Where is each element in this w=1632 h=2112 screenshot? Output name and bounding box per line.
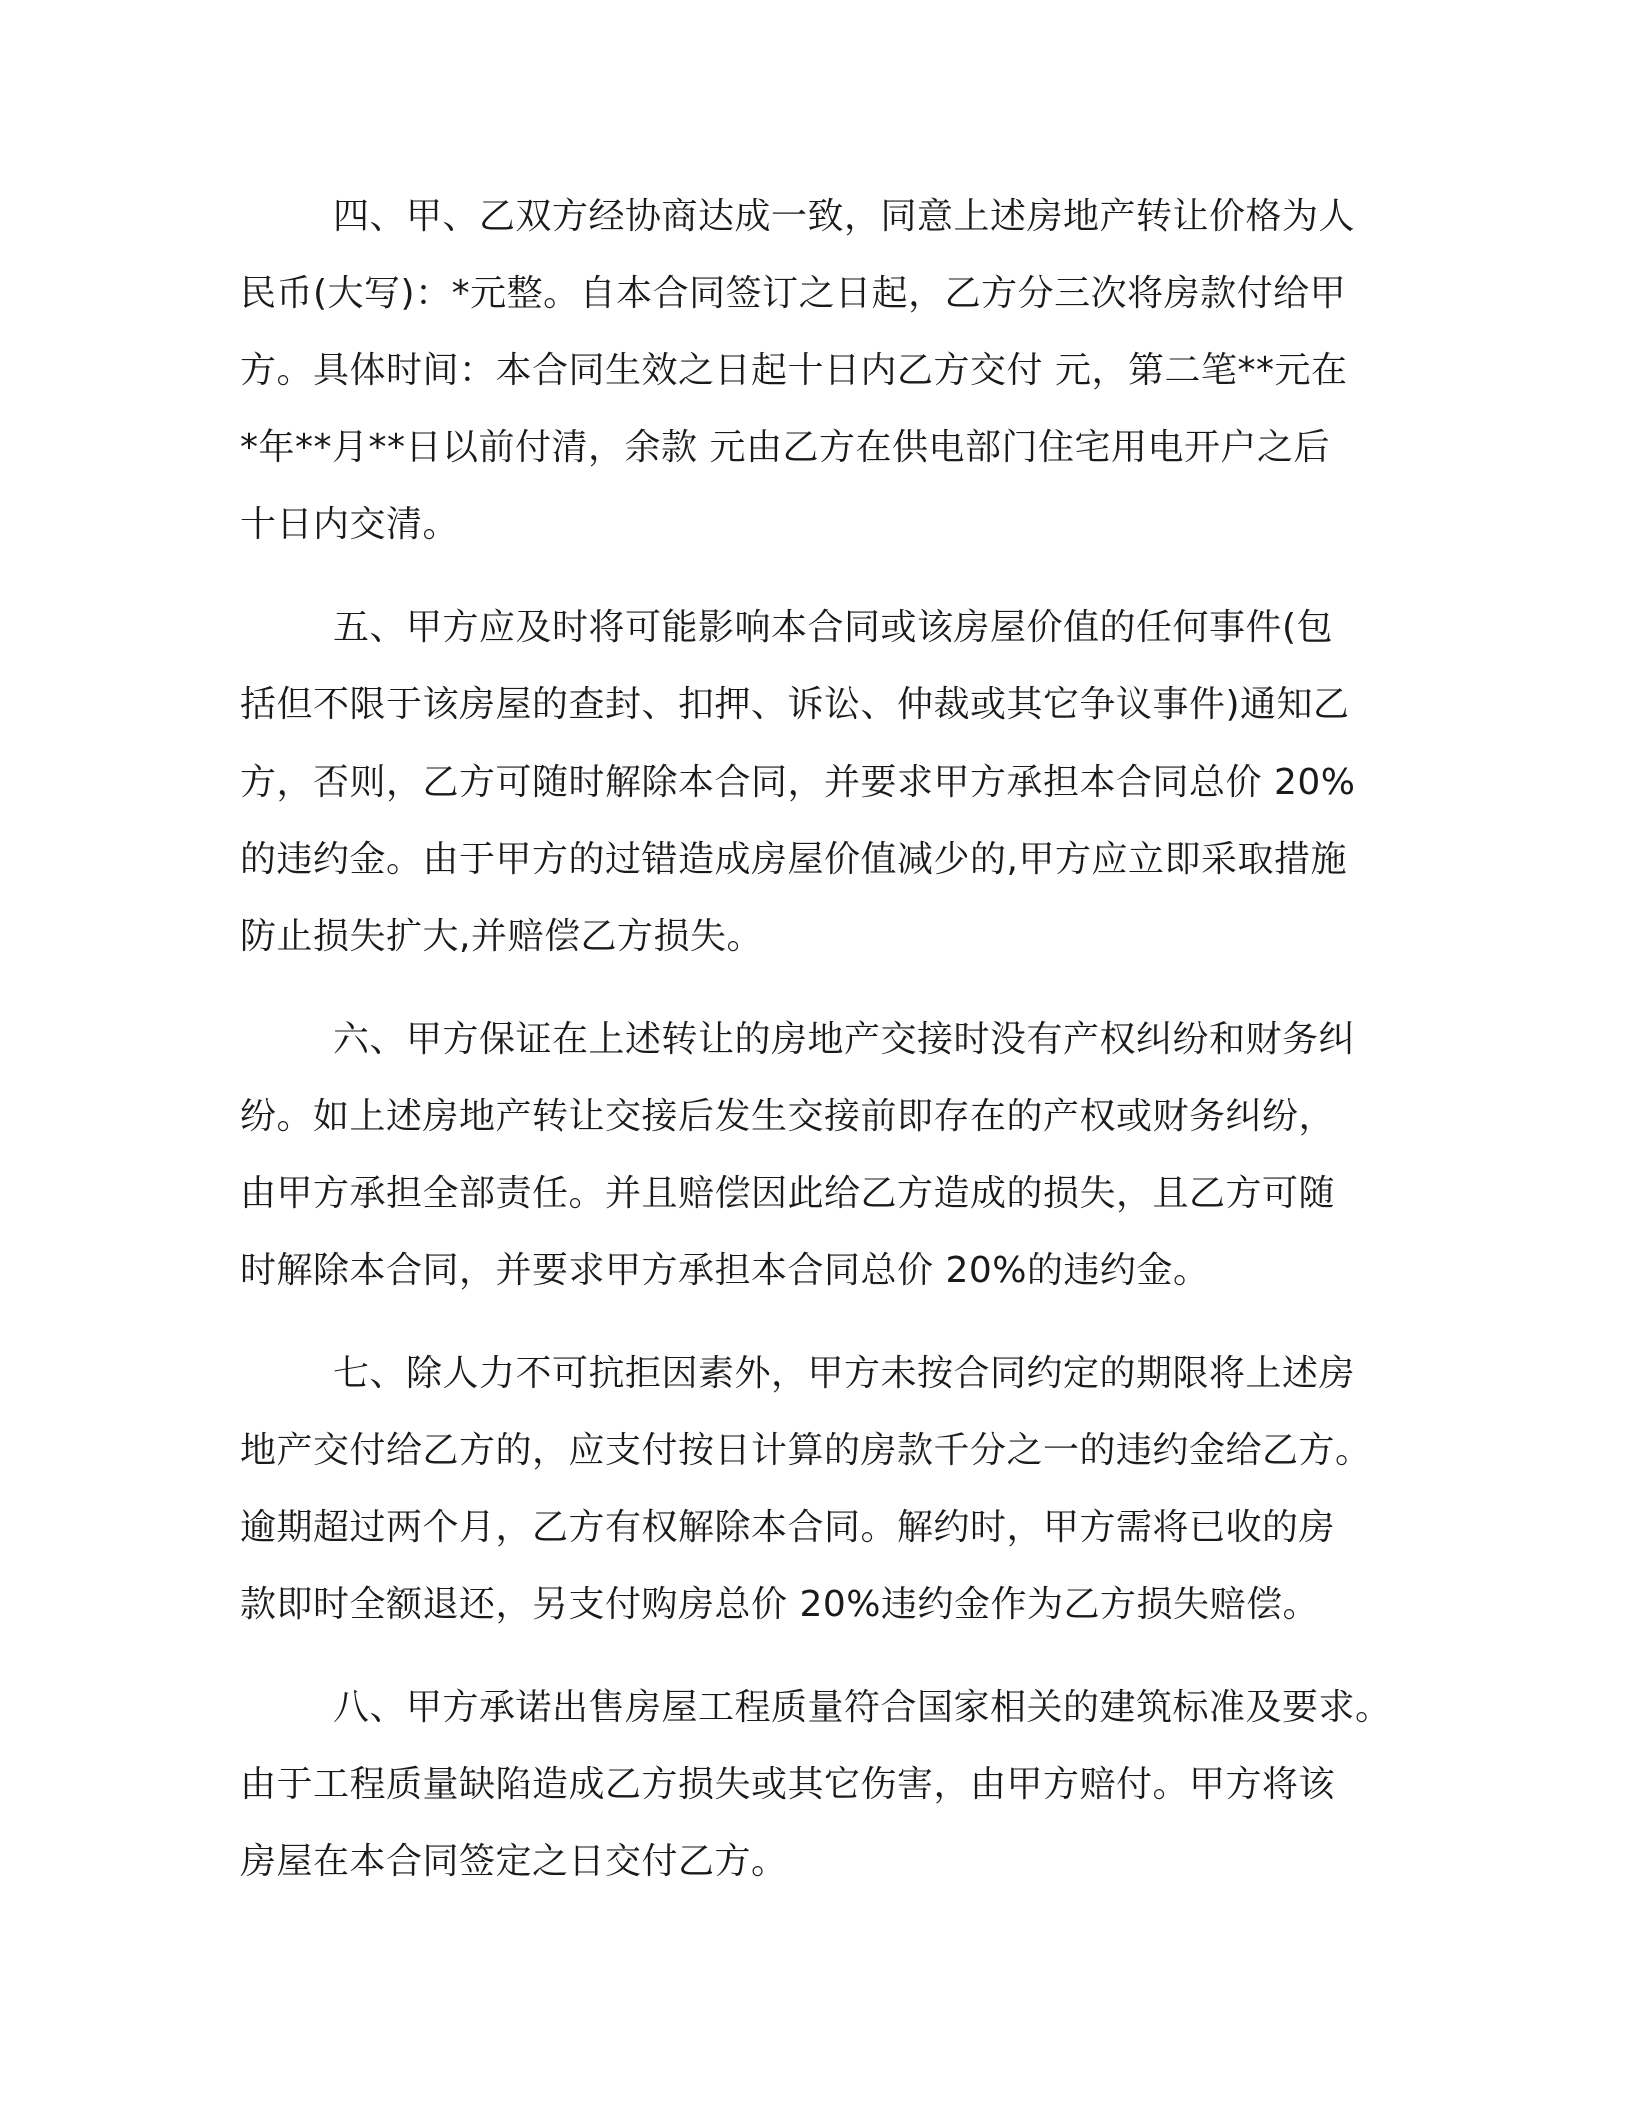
clause-8-line-1: 八、甲方承诺出售房屋工程质量符合国家相关的建筑标准及要求。 (333, 1687, 1392, 1728)
clause-7-line-4: 款即时全额退还，另支付购房总价 20%违约金作为乙方损失赔偿。 (240, 1584, 1319, 1625)
clause-4-line-5: 十日内交清。 (240, 504, 460, 545)
clause-6-line-3: 由甲方承担全部责任。并且赔偿因此给乙方造成的损失，且乙方可随 (240, 1173, 1336, 1214)
clause-7-line-3: 逾期超过两个月，乙方有权解除本合同。解约时，甲方需将已收的房 (240, 1507, 1336, 1548)
clause-4-line-2: 民币(大写)：*元整。自本合同签订之日起，乙方分三次将房款付给甲 (240, 273, 1347, 314)
clause-5-line-4: 的违约金。由于甲方的过错造成房屋价值减少的,甲方应立即采取措施 (240, 839, 1347, 880)
clause-6-line-1: 六、甲方保证在上述转让的房地产交接时没有产权纠纷和财务纠 (333, 1019, 1356, 1060)
clause-4-line-1: 四、甲、乙双方经协商达成一致，同意上述房地产转让价格为人 (333, 196, 1356, 237)
clause-5-line-2: 括但不限于该房屋的查封、扣押、诉讼、仲裁或其它争议事件)通知乙 (240, 684, 1350, 725)
clause-4-line-4: *年**月**日以前付清，余款 元由乙方在供电部门住宅用电开户之后 (240, 427, 1330, 468)
clause-4-line-3: 方。具体时间：本合同生效之日起十日内乙方交付 元，第二笔**元在 (240, 350, 1348, 391)
clause-5-line-5: 防止损失扩大,并赔偿乙方损失。 (240, 916, 763, 957)
clause-5-line-3: 方，否则，乙方可随时解除本合同，并要求甲方承担本合同总价 20% (240, 762, 1356, 803)
clause-8-line-3: 房屋在本合同签定之日交付乙方。 (240, 1841, 788, 1882)
clause-6-line-2: 纷。如上述房地产转让交接后发生交接前即存在的产权或财务纠纷， (240, 1096, 1336, 1137)
clause-7-line-1: 七、除人力不可抗拒因素外，甲方未按合同约定的期限将上述房 (333, 1353, 1356, 1394)
clause-5-line-1: 五、甲方应及时将可能影响本合同或该房屋价值的任何事件(包 (333, 607, 1334, 648)
clause-8-line-2: 由于工程质量缺陷造成乙方损失或其它伤害，由甲方赔付。甲方将该 (240, 1764, 1336, 1805)
clause-7-line-2: 地产交付给乙方的，应支付按日计算的房款千分之一的违约金给乙方。 (240, 1430, 1372, 1471)
clause-6-line-4: 时解除本合同，并要求甲方承担本合同总价 20%的违约金。 (240, 1250, 1210, 1291)
